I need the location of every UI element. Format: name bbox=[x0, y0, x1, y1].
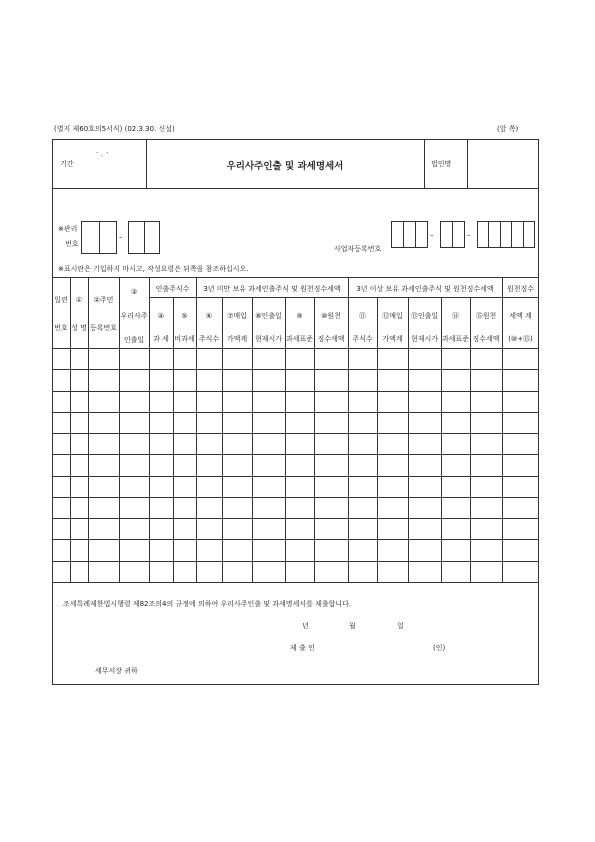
col-10: 징수세액 bbox=[317, 335, 345, 343]
col-1-num: ① bbox=[75, 296, 83, 304]
mgmt-no-dash: – bbox=[119, 233, 123, 241]
period-label: 기간 bbox=[60, 160, 74, 168]
col-4: 과 세 bbox=[153, 335, 169, 343]
corp-name-field[interactable] bbox=[468, 145, 536, 183]
period-marks: · ˎ · bbox=[96, 149, 109, 157]
table-row-line bbox=[52, 539, 539, 540]
header-divider-2 bbox=[424, 139, 425, 188]
mgmt-no-label-1: ※관리 bbox=[58, 225, 78, 233]
table-row-line bbox=[52, 412, 539, 413]
col-3-l1: 우리사주 bbox=[120, 312, 148, 320]
col-14-num: ⑭ bbox=[452, 312, 459, 320]
col-1-name: 성 명 bbox=[71, 324, 87, 332]
submitter-label: 제 출 인 bbox=[290, 644, 315, 652]
col-2-sub: 등록번호 bbox=[89, 324, 118, 332]
col-serial-1: 일련 bbox=[54, 296, 68, 304]
table-bottom-line bbox=[52, 582, 539, 583]
table-row-line bbox=[52, 454, 539, 455]
table-row-line bbox=[52, 497, 539, 498]
brn-box-3[interactable] bbox=[477, 221, 535, 248]
group-header-line bbox=[149, 297, 539, 298]
col-3-l2: 인출일 bbox=[123, 336, 145, 344]
col-14: 과세표준 bbox=[441, 335, 470, 343]
col-7-num: ⑦매입 bbox=[227, 312, 247, 320]
header-bottom-line bbox=[52, 188, 539, 189]
corp-name-label: 법인명 bbox=[431, 160, 452, 168]
table-row-line bbox=[52, 476, 539, 477]
group-under-3yr: 3년 미만 보유 과세인출주식 및 원천징수세액 bbox=[203, 285, 341, 293]
group-withdraw: 인출주식수 bbox=[155, 285, 190, 293]
col-8-num: ⑧인출일 bbox=[255, 312, 282, 320]
col-12: 가액계 bbox=[382, 335, 403, 343]
col-11: 주식수 bbox=[352, 335, 373, 343]
table-row-line bbox=[52, 433, 539, 434]
col-2: ②주민 bbox=[93, 296, 114, 304]
col-10-num: ⑩원천 bbox=[321, 312, 341, 320]
col-15-num: ⑮원천 bbox=[475, 312, 497, 320]
date-month: 월 bbox=[349, 622, 356, 630]
table-row-line bbox=[52, 561, 539, 562]
col-12-num: ⑫매입 bbox=[382, 312, 403, 320]
group-over-3yr: 3년 이상 보유 과세인출주식 및 원천징수세액 bbox=[356, 285, 494, 293]
group-total: 원천징수 bbox=[506, 285, 535, 293]
col-total-2: (⑩+⑮) bbox=[508, 335, 533, 343]
table-header-bottom bbox=[52, 348, 539, 349]
date-year: 년 bbox=[302, 622, 309, 630]
brn-label: 사업자등록번호 bbox=[334, 245, 382, 253]
col-13-num: ⑬인출일 bbox=[410, 312, 439, 320]
footer-statement: 조세특례제한법시행령 제82조의4의 규정에 의하여 우리사주인출 및 과세명세서를 제출합니다. bbox=[63, 600, 352, 608]
brn-dash-2: – bbox=[467, 231, 471, 239]
col-3-num: ③ bbox=[130, 288, 138, 296]
col-7: 가액계 bbox=[226, 335, 248, 343]
col-6: 주식수 bbox=[198, 335, 220, 343]
col-9: 과세표준 bbox=[285, 335, 314, 343]
col-serial-2: 번호 bbox=[54, 324, 68, 332]
col-4-num: ④ bbox=[157, 312, 165, 320]
date-day: 일 bbox=[397, 622, 404, 630]
table-row-line bbox=[52, 391, 539, 392]
col-15: 징수세액 bbox=[472, 335, 500, 343]
mgmt-no-label-2: 번호 bbox=[65, 240, 79, 248]
col-9-num: ⑨ bbox=[296, 312, 303, 320]
col-5: 비과세 bbox=[174, 335, 195, 343]
brn-box-1[interactable] bbox=[391, 221, 428, 248]
brn-dash-1: – bbox=[430, 231, 434, 239]
col-6-num: ⑥ bbox=[205, 312, 213, 320]
table-top-line bbox=[52, 277, 539, 278]
col-5-num: ⑤ bbox=[181, 312, 188, 320]
col-8: 현재시가 bbox=[254, 335, 283, 343]
notice-text: ※표시란은 기입하지 마시고, 작성요령은 뒤쪽을 참조하십시오. bbox=[58, 265, 249, 273]
form-reference: (별지 제60호의5서식) (02.3.30. 신설) bbox=[54, 125, 175, 133]
page-side-label: (앞 쪽) bbox=[497, 125, 519, 133]
col-total-1: 세액 계 bbox=[509, 312, 532, 320]
col-11-num: ⑪ bbox=[359, 312, 366, 320]
seal-mark: (인) bbox=[433, 644, 446, 652]
col-13: 현재시가 bbox=[410, 335, 439, 343]
table-row-line bbox=[52, 518, 539, 519]
table-row-line bbox=[52, 369, 539, 370]
addressee: 세무서장 귀하 bbox=[95, 667, 138, 675]
form-title: 우리사주인출 및 과세명세서 bbox=[226, 161, 344, 172]
